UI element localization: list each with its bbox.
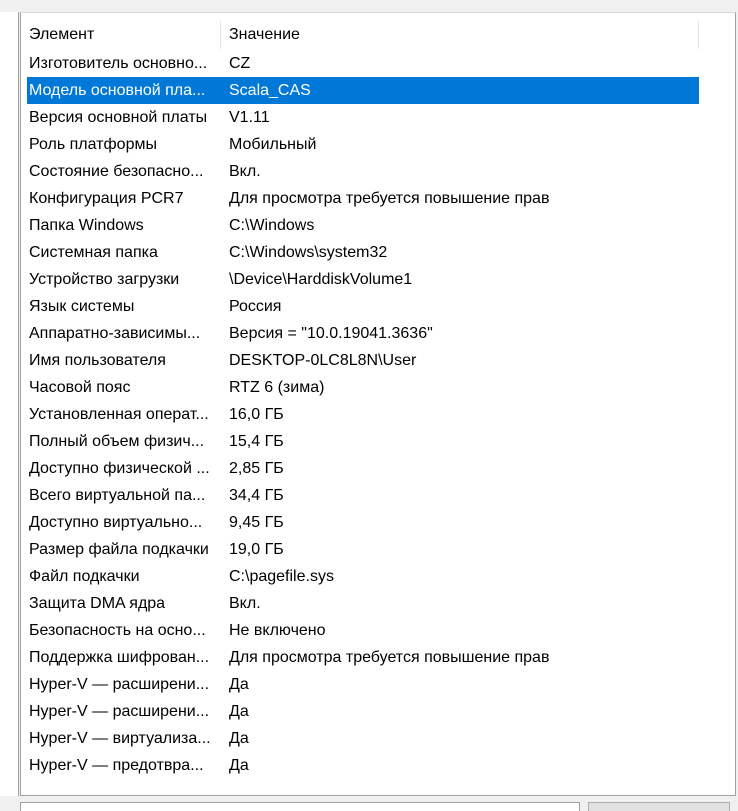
row-element-name: Всего виртуальной па... (29, 487, 206, 504)
find-button[interactable] (588, 802, 730, 811)
table-row[interactable] (27, 401, 699, 428)
row-element-name: Доступно физической ... (29, 460, 210, 477)
table-row[interactable] (27, 293, 699, 320)
list-header (21, 21, 735, 49)
row-value: Да (229, 676, 249, 693)
row-value: Мобильный (229, 136, 317, 153)
table-row[interactable] (27, 347, 699, 374)
row-value: C:\Windows\system32 (229, 244, 388, 261)
row-element-name: Размер файла подкачки (29, 541, 209, 558)
row-value: Да (229, 730, 249, 747)
row-value: Не включено (229, 622, 326, 639)
row-element-name: Конфигурация PCR7 (29, 190, 184, 207)
row-value: Вкл. (229, 163, 261, 180)
row-element-name: Файл подкачки (29, 568, 140, 585)
row-value: C:\Windows (229, 217, 315, 234)
row-value: Scala_CAS (229, 82, 311, 99)
row-element-name: Hyper-V — виртуализа... (29, 730, 211, 747)
table-row[interactable] (27, 590, 699, 617)
row-value: DESKTOP-0LC8L8N\User (229, 352, 417, 369)
row-element-name: Модель основной пла... (29, 82, 206, 99)
row-element-name: Изготовитель основно... (29, 55, 208, 72)
row-element-name: Устройство загрузки (29, 271, 180, 288)
table-row[interactable] (27, 428, 699, 455)
table-row[interactable] (27, 725, 699, 752)
row-element-name: Имя пользователя (29, 352, 166, 369)
row-value: V1.11 (229, 109, 270, 126)
row-value: RTZ 6 (зима) (229, 379, 325, 396)
row-value: Да (229, 757, 249, 774)
row-value: Для просмотра требуется повышение прав (229, 649, 550, 666)
row-value: Вкл. (229, 595, 261, 612)
row-value: 19,0 ГБ (229, 541, 284, 558)
category-tree-pane[interactable] (0, 12, 19, 796)
row-value: Версия = "10.0.19041.3636" (229, 325, 433, 342)
column-header-element[interactable]: Элемент (21, 21, 221, 49)
table-row[interactable] (27, 50, 699, 77)
system-summary-list[interactable] (20, 12, 736, 796)
row-element-name: Hyper-V — расширени... (29, 676, 210, 693)
search-input[interactable] (20, 802, 580, 811)
table-row[interactable] (27, 617, 699, 644)
row-element-name: Папка Windows (29, 217, 144, 234)
table-row[interactable] (27, 644, 699, 671)
table-row[interactable] (27, 320, 699, 347)
table-row[interactable] (27, 752, 699, 779)
row-element-name: Язык системы (29, 298, 135, 315)
table-row[interactable] (27, 455, 699, 482)
table-row[interactable] (27, 212, 699, 239)
row-element-name: Защита DMA ядра (29, 595, 166, 612)
top-strip (0, 0, 738, 12)
table-row[interactable] (27, 158, 699, 185)
row-value: \Device\HarddiskVolume1 (229, 271, 413, 288)
table-row[interactable] (27, 563, 699, 590)
table-row[interactable] (27, 671, 699, 698)
row-element-name: Системная папка (29, 244, 158, 261)
row-value: 16,0 ГБ (229, 406, 284, 423)
table-row[interactable] (27, 536, 699, 563)
table-row[interactable] (27, 482, 699, 509)
row-value: CZ (229, 55, 251, 72)
column-header-value[interactable]: Значение (221, 21, 699, 49)
row-element-name: Часовой пояс (29, 379, 131, 396)
table-row[interactable] (27, 266, 699, 293)
row-element-name: Поддержка шифрован... (29, 649, 210, 666)
table-row[interactable] (27, 239, 699, 266)
row-element-name: Роль платформы (29, 136, 157, 153)
row-element-name: Безопасность на осно... (29, 622, 206, 639)
table-row[interactable] (27, 698, 699, 725)
table-row[interactable] (27, 131, 699, 158)
row-element-name: Аппаратно-зависимы... (29, 325, 201, 342)
row-value: 9,45 ГБ (229, 514, 284, 531)
table-row[interactable] (27, 77, 699, 104)
table-row[interactable] (27, 374, 699, 401)
row-value: C:\pagefile.sys (229, 568, 334, 585)
row-value: 15,4 ГБ (229, 433, 284, 450)
table-row[interactable] (27, 509, 699, 536)
row-element-name: Полный объем физич... (29, 433, 205, 450)
row-element-name: Hyper-V — расширени... (29, 703, 210, 720)
row-element-name: Версия основной платы (29, 109, 208, 126)
row-element-name: Установленная операт... (29, 406, 209, 423)
row-element-name: Hyper-V — предотвра... (29, 757, 204, 774)
row-value: 2,85 ГБ (229, 460, 284, 477)
row-element-name: Состояние безопасно... (29, 163, 204, 180)
list-rows (27, 50, 699, 779)
row-value: Для просмотра требуется повышение прав (229, 190, 550, 207)
row-value: Да (229, 703, 249, 720)
table-row[interactable] (27, 185, 699, 212)
row-value: 34,4 ГБ (229, 487, 284, 504)
row-element-name: Доступно виртуально... (29, 514, 203, 531)
row-value: Россия (229, 298, 282, 315)
table-row[interactable] (27, 104, 699, 131)
